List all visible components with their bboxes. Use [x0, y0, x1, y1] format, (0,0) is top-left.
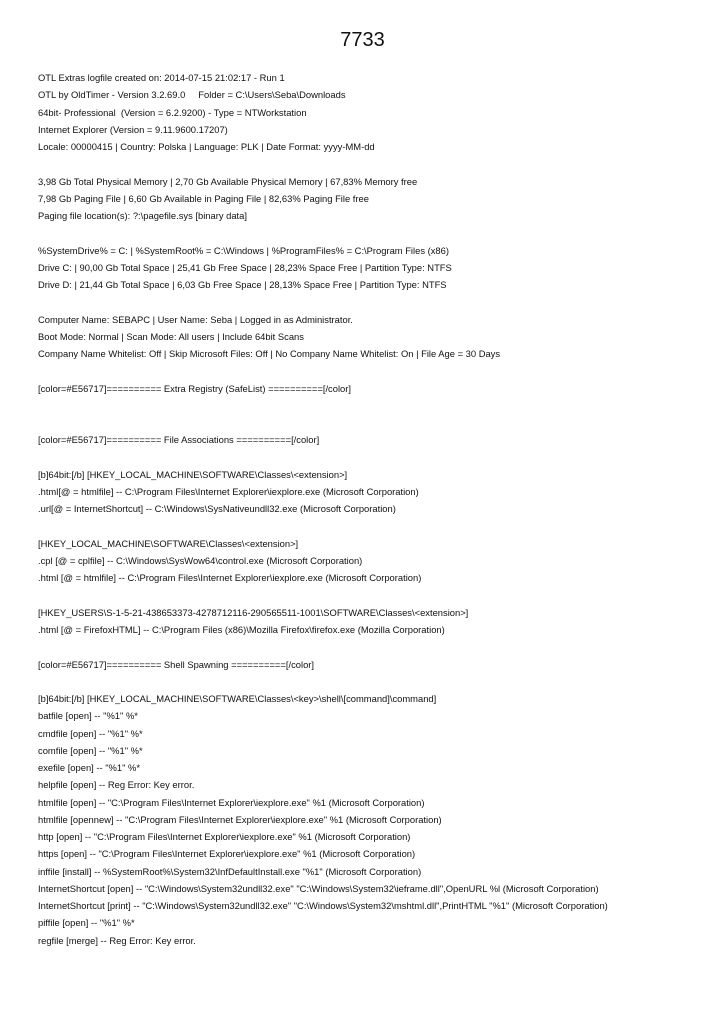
log-line: .cpl [@ = cplfile] -- C:\Windows\SysWow64\control.exe (Microsoft Corporation): [38, 555, 363, 566]
blank-line: [38, 587, 715, 604]
log-line: [color=#E56717]========== File Associations ==========[/color]: [38, 434, 320, 446]
log-line: batfile [open] -- "%1" %*: [38, 710, 138, 722]
log-line: .url[@ = InternetShortcut] -- C:\Windows\SysNativeundll32.exe (Microsoft Corporation): [38, 503, 396, 515]
log-line: OTL by OldTimer - Version 3.2.69.0 Folder = C:\Users\Seba\Downloads: [38, 89, 346, 101]
log-line: %SystemDrive% = C: | %SystemRoot% = C:\Windows | %ProgramFiles% = C:\Program Files (x86): [38, 244, 449, 256]
blank-line: [38, 638, 715, 655]
log-line: Drive C: | 90,00 Gb Total Space | 25,41 Gb Free Space | 28,23% Space Free | Partition Type: NTFS: [38, 261, 452, 273]
log-line: exefile [open] -- "%1" %*: [38, 762, 141, 773]
blank-line: [38, 362, 715, 379]
log-line: InternetShortcut [print] -- "C:\Windows\System32undll32.exe" "C:\Windows\System32\mshtml.dll",PrintHTML "%1" (Microsoft Corporation): [38, 900, 608, 911]
log-line: InternetShortcut [open] -- "C:\Windows\System32undll32.exe" "C:\Windows\System32\ieframe.dll",OpenURL %l (Microsoft Corporation): [38, 882, 599, 894]
blank-line: [38, 155, 715, 172]
log-body: [38, 69, 715, 949]
page-title: 7733: [340, 29, 385, 51]
log-line: Internet Explorer (Version = 9.11.9600.17207): [38, 123, 228, 135]
log-line: [HKEY_LOCAL_MACHINE\SOFTWARE\Classes\<extension>]: [38, 537, 299, 549]
log-line: [b]64bit:[/b] [HKEY_LOCAL_MACHINE\SOFTWARE\Classes\<key>\shell\[command]\command]: [38, 693, 437, 704]
blank-line: [38, 224, 715, 241]
log-line: cmdfile [open] -- "%1" %*: [38, 727, 143, 739]
log-line: .html [@ = htmlfile] -- C:\Program Files\Internet Explorer\iexplore.exe (Microsoft Corporation): [38, 572, 422, 584]
log-line: 3,98 Gb Total Physical Memory | 2,70 Gb Available Physical Memory | 67,83% Memory free: [38, 175, 418, 187]
log-line: helpfile [open] -- Reg Error: Key error.: [38, 779, 195, 791]
log-line: [HKEY_USERS\S-1-5-21-438653373-4278712116-290565511-1001\SOFTWARE\Classes\<extension>]: [38, 606, 469, 618]
blank-line: [38, 673, 715, 690]
log-line: htmlfile [opennew] -- "C:\Program Files\Internet Explorer\iexplore.exe" %1 (Microsoft Corporation): [38, 813, 442, 825]
blank-line: [38, 518, 715, 535]
log-line: piffile [open] -- "%1" %*: [38, 917, 135, 929]
log-line: htmlfile [open] -- "C:\Program Files\Internet Explorer\iexplore.exe" %1 (Microsoft Corporation): [38, 796, 425, 808]
log-line: Boot Mode: Normal | Scan Mode: All users | Include 64bit Scans: [38, 330, 304, 342]
log-line: [b]64bit:[/b] [HKEY_LOCAL_MACHINE\SOFTWARE\Classes\<extension>]: [38, 468, 348, 480]
log-line: Locale: 00000415 | Country: Polska | Language: PLK | Date Format: yyyy-MM-dd: [38, 141, 375, 152]
blank-line: [38, 397, 715, 414]
log-line: comfile [open] -- "%1" %*: [38, 744, 143, 756]
log-line: OTL Extras logfile created on: 2014-07-15 21:02:17 - Run 1: [38, 72, 285, 83]
log-line: Computer Name: SEBAPC | User Name: Seba | Logged in as Administrator.: [38, 313, 353, 325]
log-line: .html [@ = FirefoxHTML] -- C:\Program Files (x86)\Mozilla Firefox\firefox.exe (Mozilla Corporation): [38, 624, 445, 635]
log-line: .html[@ = htmlfile] -- C:\Program Files\Internet Explorer\iexplore.exe (Microsoft Corporation): [38, 486, 419, 497]
log-line: [color=#E56717]========== Extra Registry (SafeList) ==========[/color]: [38, 382, 351, 394]
log-line: http [open] -- "C:\Program Files\Internet Explorer\iexplore.exe" %1 (Microsoft Corporation): [38, 831, 411, 842]
log-line: Paging file location(s): ?:\pagefile.sys [binary data]: [38, 210, 247, 221]
log-line: Drive D: | 21,44 Gb Total Space | 6,03 Gb Free Space | 28,13% Space Free | Partition Type: NTFS: [38, 279, 447, 290]
blank-line: [38, 449, 715, 466]
log-line: Company Name Whitelist: Off | Skip Microsoft Files: Off | No Company Name Whitelist: On | File Age = 30 Days: [38, 348, 501, 359]
log-line: 64bit- Professional (Version = 6.2.9200) - Type = NTWorkstation: [38, 106, 307, 118]
blank-line: [38, 414, 715, 431]
log-line: https [open] -- "C:\Program Files\Internet Explorer\iexplore.exe" %1 (Microsoft Corporation): [38, 848, 416, 860]
log-line: 7,98 Gb Paging File | 6,60 Gb Available in Paging File | 82,63% Paging File free: [38, 192, 369, 204]
log-line: [color=#E56717]========== Shell Spawning ==========[/color]: [38, 658, 315, 670]
log-line: regfile [merge] -- Reg Error: Key error.: [38, 934, 196, 946]
blank-line: [38, 293, 715, 310]
log-line: inffile [install] -- %SystemRoot%\System32\InfDefaultInstall.exe "%1" (Microsoft Corporation): [38, 865, 422, 877]
